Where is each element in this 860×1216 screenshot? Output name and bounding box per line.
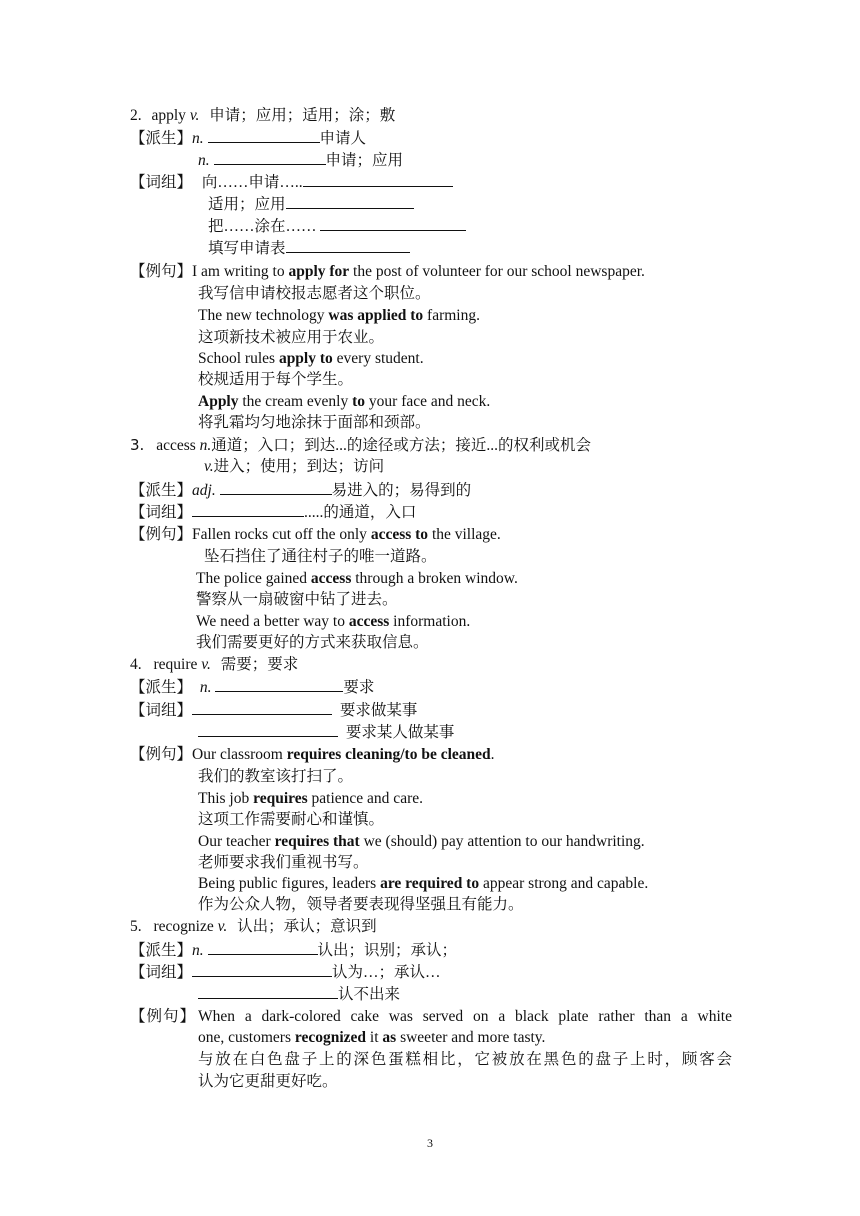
example-text: the post of volunteer for our school newspaper. [349,263,645,280]
entry-number: 3. [130,436,145,454]
headword: access [156,437,196,454]
answer-blank[interactable] [192,962,332,977]
part-of-speech: adj. [192,482,216,499]
keyword: access [310,570,352,587]
entry-apply-headword [130,106,395,126]
keyword: requires [253,790,308,807]
translation: 认为它更甜更好吃。 [198,1073,338,1090]
example-text: The police gained [196,570,311,587]
translation: 老师要求我们重视书写。 [198,854,369,871]
phrase-label: 【词组】 [130,174,193,191]
example-text: the cream evenly [238,393,353,410]
part-of-speech: n. [199,679,212,696]
phrase: 要求做某事 [339,702,418,719]
require-derivative [130,677,374,698]
access-phrase [130,502,416,523]
example-text: appear strong and capable. [479,875,649,892]
entry-number: 2. [130,107,142,124]
phrase: 适用；应用 [208,196,286,213]
phrase: 填写申请表 [208,240,286,257]
answer-blank[interactable] [286,194,414,209]
keyword: Apply [198,393,239,410]
apply-derivative-1 [130,128,366,149]
apply-derivative-2 [198,150,403,171]
answer-blank[interactable] [208,128,320,143]
example-text: it [366,1029,383,1046]
page-number: 3 [427,1136,433,1150]
example-text: . [490,746,495,763]
answer-blank[interactable] [198,984,338,999]
access-example-1 [130,525,501,545]
keyword: apply for [288,263,350,280]
keyword: requires cleaning/to be cleaned [286,746,491,763]
meaning: 需要；要求 [220,656,299,673]
access-example-2 [196,569,518,589]
meaning: 认出；承认；意识到 [237,918,377,935]
example-text: one, customers [198,1029,295,1046]
part-of-speech: n. [199,437,212,454]
require-example-1 [130,745,495,765]
meaning: 申请；应用 [325,152,404,169]
example-text: This job [198,790,254,807]
example-text: The new technology [198,307,329,324]
keyword: access to [370,526,429,543]
example-text: Our teacher [198,833,275,850]
recognize-phrase-2 [198,984,400,1005]
example-text: through a broken window. [351,570,518,587]
example-text: information. [389,613,471,630]
phrase: .....的通道，入口 [304,504,417,521]
translation: 我们需要更好的方式来获取信息。 [196,634,429,651]
answer-blank[interactable] [286,238,410,253]
meaning: 认出；识别；承认； [317,942,458,959]
derive-label: 【派生】 [130,482,193,499]
meaning: 通道；入口；到达...的途径或方法；接近...的权利或机会 [211,437,592,454]
require-phrase-2 [198,722,454,743]
example-text: the village. [428,526,501,543]
example-text: We need a better way to [196,613,349,630]
phrase-label: 【词组】 [130,504,193,521]
apply-phrase-3 [208,216,466,237]
example-text: Fallen rocks cut off the only [192,526,371,543]
phrase: 认为…；承认… [332,964,441,981]
answer-blank[interactable] [192,502,304,517]
access-verb-sense [204,457,384,477]
headword: recognize [153,918,214,935]
answer-blank[interactable] [192,700,332,715]
meaning: 要求 [343,679,375,696]
answer-blank[interactable] [198,722,338,737]
translation: 作为公众人物，领导者要表现得坚强且有能力。 [198,896,524,913]
example-label: 【例句】 [130,263,193,280]
answer-blank[interactable] [220,480,332,495]
part-of-speech: n. [192,130,204,147]
require-example-2 [198,789,423,809]
access-example-3 [196,612,470,632]
translation: 我写信申请校报志愿者这个职位。 [198,285,431,302]
phrase: 要求某人做某事 [345,724,455,741]
part-of-speech: v. [201,656,211,673]
answer-blank[interactable] [320,216,466,231]
derive-label: 【派生】 [130,679,193,696]
apply-example-3 [198,349,424,369]
entry-recognize-headword [130,917,377,937]
entry-access-headword [130,435,591,456]
keyword: as [382,1029,397,1046]
part-of-speech: n. [192,942,204,959]
example-text: your face and neck. [365,393,491,410]
derive-label: 【派生】 [130,130,193,147]
translation: 警察从一扇破窗中钻了进去。 [196,591,398,608]
translation: 坠石挡住了通往村子的唯一道路。 [204,548,437,565]
example-text: Our classroom [192,746,287,763]
phrase: 把……涂在…… [208,218,317,235]
part-of-speech: v. [189,107,200,124]
answer-blank[interactable] [208,940,318,955]
keyword: are required to [380,875,480,892]
phrase: 认不出来 [338,986,401,1003]
recognize-example-1 [130,1007,732,1027]
translation: 这项新技术被应用于农业。 [198,329,385,346]
example-text: sweeter and more tasty. [396,1029,546,1046]
apply-phrase-2 [208,194,414,215]
recognize-derivative [130,940,457,961]
require-example-3 [198,832,645,852]
meaning: 易进入的；易得到的 [331,482,472,499]
keyword: requires that [274,833,360,850]
example-text: every student. [332,350,424,367]
example-text: School rules [198,350,279,367]
example-text: When a dark-colored cake was served on a black plate rather than a white [198,1008,732,1025]
apply-phrase-1 [130,172,453,193]
apply-example-1 [130,262,645,282]
phrase-label: 【词组】 [130,702,193,719]
meaning: 申请；应用；适用；涂；敷 [209,107,396,124]
part-of-speech: n. [198,152,210,169]
require-example-4 [198,874,648,894]
require-phrase-1 [130,700,417,721]
translation: 将乳霜均匀地涂抹于面部和颈部。 [198,414,431,431]
answer-blank[interactable] [303,172,453,187]
translation: 这项工作需要耐心和谨慎。 [198,811,385,828]
recognize-phrase-1 [130,962,441,983]
entry-require-headword [130,655,298,675]
example-text: farming. [423,307,480,324]
phrase-label: 【词组】 [130,964,193,981]
example-text: Being public figures, leaders [198,875,381,892]
entry-number: 5. [130,918,142,935]
entry-number: 4. [130,656,142,673]
example-label: 【例句】 [130,746,193,763]
meaning: 进入；使用；到达；访问 [213,458,385,475]
translation: 我们的教室该打扫了。 [198,768,354,785]
keyword: recognized [294,1029,367,1046]
part-of-speech: v. [204,458,214,475]
apply-example-2 [198,306,480,326]
derive-label: 【派生】 [130,942,193,959]
answer-blank[interactable] [214,150,326,165]
meaning: 申请人 [319,130,367,147]
apply-phrase-4 [208,238,410,259]
keyword: to [352,393,366,410]
answer-blank[interactable] [215,677,343,692]
headword: require [153,656,198,673]
translation: 校规适用于每个学生。 [198,371,354,388]
example-text: I am writing to [192,263,289,280]
example-label: 【例句】 [130,1008,197,1025]
keyword: apply to [278,350,333,367]
translation: 与放在白色盘子上的深色蛋糕相比，它被放在黑色的盘子上时，顾客会 [198,1051,732,1068]
phrase: 向……申请….. [201,174,303,191]
access-derivative [130,480,471,501]
part-of-speech: v. [217,918,228,935]
recognize-example-1-cont [198,1028,545,1048]
keyword: access [348,613,390,630]
example-label: 【例句】 [130,526,193,543]
apply-example-4 [198,392,490,412]
example-text: patience and care. [307,790,423,807]
headword: apply [151,107,186,124]
example-text: we (should) pay attention to our handwriting. [359,833,645,850]
keyword: was applied to [328,307,424,324]
